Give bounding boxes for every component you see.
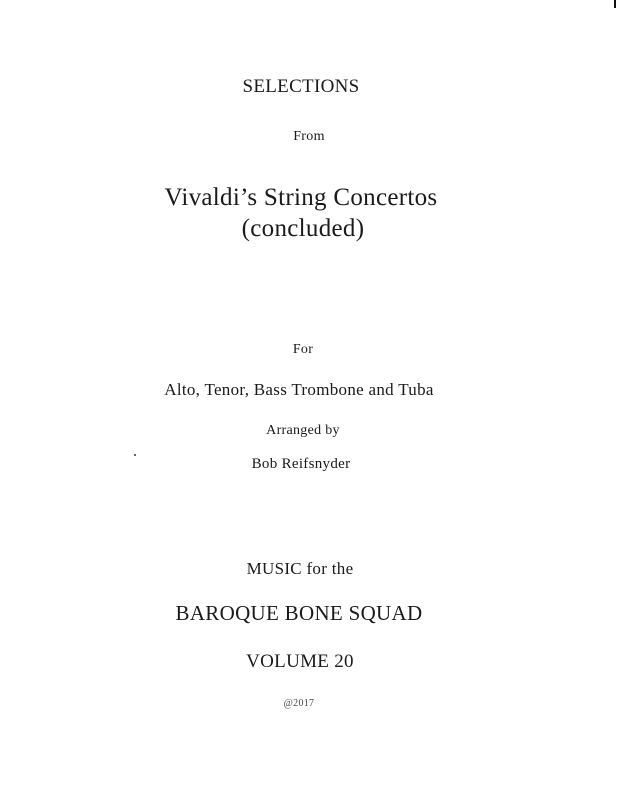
scan-mark — [614, 0, 616, 8]
series-name: BAROQUE BONE SQUAD — [175, 601, 423, 625]
for-label: For — [292, 342, 314, 357]
copyright-notice: @2017 — [283, 698, 315, 709]
selections-heading: SELECTIONS — [242, 76, 360, 97]
series-label: MUSIC for the — [246, 559, 354, 578]
volume-number: VOLUME 20 — [246, 651, 354, 672]
from-label: From — [293, 129, 325, 144]
arranged-by-label: Arranged by — [266, 423, 340, 438]
arranger-name: Bob Reifsnyder — [251, 456, 351, 472]
work-title: Vivaldi’s String Concertos — [164, 184, 438, 211]
instrumentation: Alto, Tenor, Bass Trombone and Tuba — [164, 380, 434, 399]
work-subtitle: (concluded) — [241, 215, 365, 242]
